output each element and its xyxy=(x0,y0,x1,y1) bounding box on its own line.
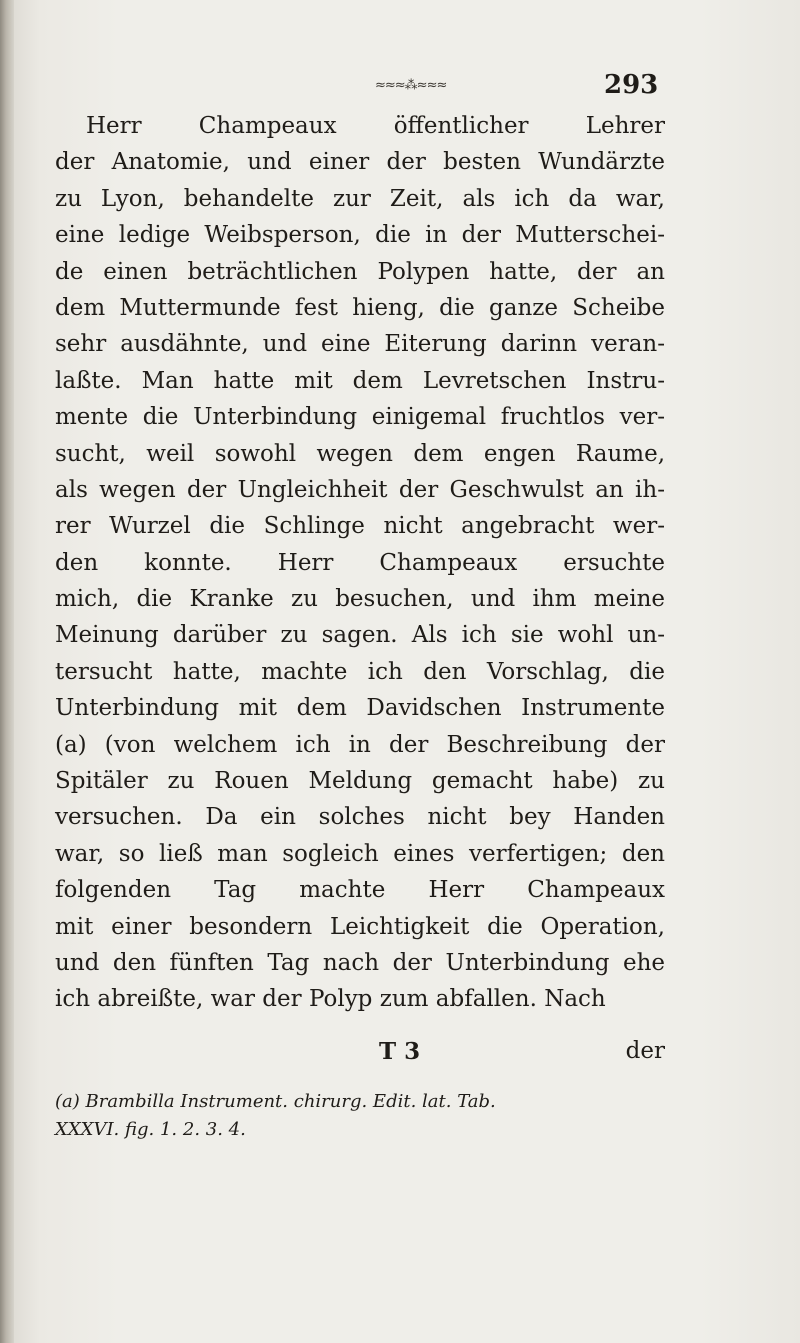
text-line: dem Muttermunde fest hieng, die ganze Scheibe xyxy=(55,294,665,321)
text-line: sucht, weil sowohl wegen dem engen Raume, xyxy=(55,440,665,467)
footnote-line: XXXVI. fig. 1. 2. 3. 4. xyxy=(55,1119,246,1140)
header-ornament: ≈≈≈⁂≈≈≈ xyxy=(375,78,447,93)
page-gutter xyxy=(0,0,14,1343)
text-line: folgenden Tag machte Herr Champeaux xyxy=(55,877,665,904)
page-footer-row xyxy=(55,1038,665,1074)
text-line: tersucht hatte, machte ich den Vorschlag, die xyxy=(55,658,665,685)
text-line: mit einer besondern Leichtigkeit die Operation, xyxy=(55,913,665,940)
footnote-line: (a) Brambilla Instrument. chirurg. Edit. lat. Tab. xyxy=(55,1091,496,1112)
text-line: mente die Unterbindung einigemal fruchtlos ver- xyxy=(55,404,665,431)
text-line: (a) (von welchem ich in der Beschreibung der xyxy=(55,731,665,758)
text-line: Unterbindung mit dem Davidschen Instrumente xyxy=(55,695,665,722)
page-header xyxy=(0,70,800,100)
text-line: als wegen der Ungleichheit der Geschwulst an ih- xyxy=(55,476,665,503)
text-line: rer Wurzel die Schlinge nicht angebracht wer- xyxy=(55,513,665,540)
text-line: de einen beträchtlichen Polypen hatte, der an xyxy=(55,258,665,285)
text-line: versuchen. Da ein solches nicht bey Handen xyxy=(55,804,665,831)
body-text xyxy=(55,108,665,1018)
text-line: eine ledige Weibsperson, die in der Mutterschei- xyxy=(55,222,665,249)
text-line: Meinung darüber zu sagen. Als ich sie wohl un- xyxy=(55,622,665,649)
text-line: Herr Champeaux öffentlicher Lehrer xyxy=(86,113,665,139)
text-line: sehr ausdähnte, und eine Eiterung darinn veran- xyxy=(55,331,665,358)
text-line: der Anatomie, und einer der besten Wundärzte xyxy=(55,149,665,176)
text-line: war, so ließ man sogleich eines verfertigen; den xyxy=(55,840,665,867)
text-line: Spitäler zu Rouen Meldung gemacht habe) zu xyxy=(55,768,665,795)
text-line: zu Lyon, behandelte zur Zeit, als ich da war, xyxy=(55,185,665,212)
text-line: den konnte. Herr Champeaux ersuchte xyxy=(55,549,665,576)
text-line: mich, die Kranke zu besuchen, und ihm meine xyxy=(55,586,665,613)
footnote xyxy=(55,1088,665,1144)
text-line: ich abreißte, war der Polyp zum abfallen. Nach xyxy=(55,986,606,1013)
catchword: der xyxy=(625,1038,665,1064)
text-line: laßte. Man hatte mit dem Levretschen Instru- xyxy=(55,367,665,394)
page-number: 293 xyxy=(604,70,659,100)
text-line: und den fünften Tag nach der Unterbindung ehe xyxy=(55,949,665,976)
signature-mark: T 3 xyxy=(379,1038,421,1065)
